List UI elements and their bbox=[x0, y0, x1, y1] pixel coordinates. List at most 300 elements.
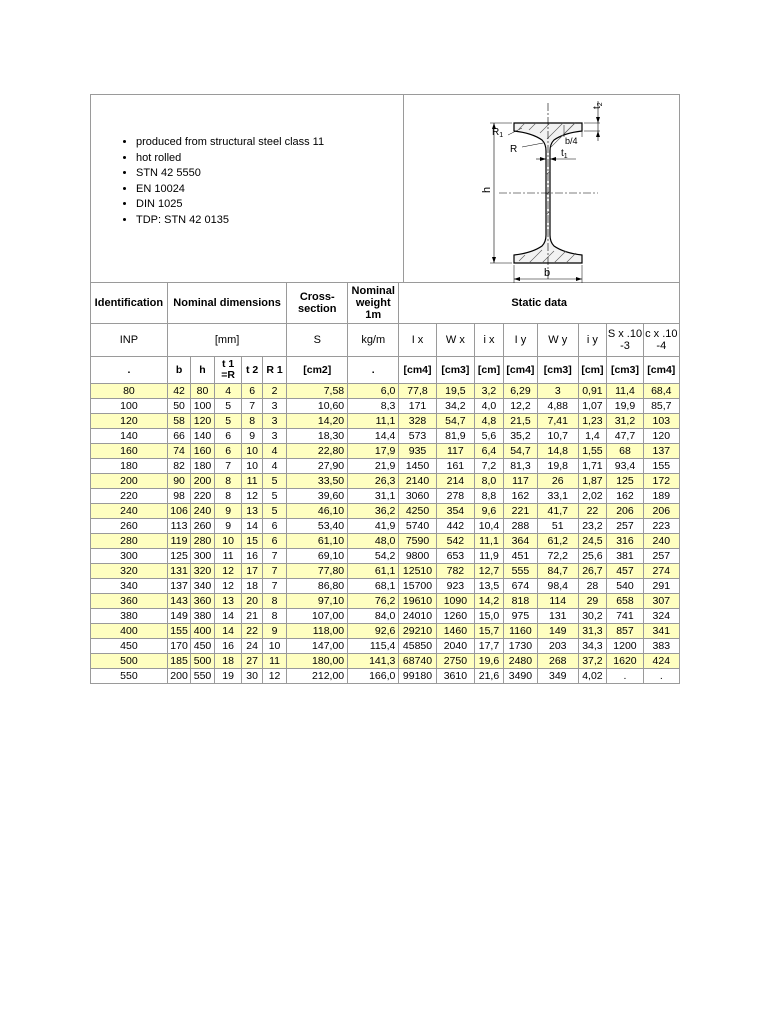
table-cell: 10 bbox=[242, 459, 262, 474]
table-cell: 53,40 bbox=[287, 519, 348, 534]
table-cell: 189 bbox=[643, 489, 679, 504]
table-cell: 18,30 bbox=[287, 429, 348, 444]
table-cell: 16 bbox=[242, 549, 262, 564]
table-cell: 7 bbox=[262, 549, 287, 564]
table-cell: 240 bbox=[91, 504, 168, 519]
unit-cm4-b: [cm4] bbox=[503, 357, 537, 384]
table-cell: 8 bbox=[262, 609, 287, 624]
table-cell: 1730 bbox=[503, 639, 537, 654]
table-cell: 550 bbox=[91, 669, 168, 684]
table-cell: 39,60 bbox=[287, 489, 348, 504]
table-cell: 1620 bbox=[607, 654, 643, 669]
hdr-kgm: kg/m bbox=[348, 324, 399, 357]
table-cell: 1460 bbox=[436, 624, 474, 639]
table-cell: 12 bbox=[214, 579, 242, 594]
table-cell: 341 bbox=[643, 624, 679, 639]
table-cell: 98,4 bbox=[538, 579, 579, 594]
table-cell: . bbox=[643, 669, 679, 684]
label-b: b bbox=[544, 267, 551, 279]
table-cell: 81,9 bbox=[436, 429, 474, 444]
table-cell: 349 bbox=[538, 669, 579, 684]
table-cell: 200 bbox=[167, 669, 190, 684]
table-cell: 2040 bbox=[436, 639, 474, 654]
table-cell: 74 bbox=[167, 444, 190, 459]
i-beam-cross-section-icon bbox=[404, 95, 680, 283]
table-cell: 97,10 bbox=[287, 594, 348, 609]
table-row bbox=[91, 624, 680, 639]
table-cell: 68 bbox=[607, 444, 643, 459]
table-cell: 14,2 bbox=[475, 594, 504, 609]
table-cell: 18 bbox=[242, 579, 262, 594]
table-cell: 450 bbox=[191, 639, 214, 654]
table-cell: 26 bbox=[538, 474, 579, 489]
table-row bbox=[91, 534, 680, 549]
table-cell: 10,4 bbox=[475, 519, 504, 534]
col-identification: Identification bbox=[91, 283, 168, 324]
table-cell: 10 bbox=[262, 639, 287, 654]
table-cell: 103 bbox=[643, 414, 679, 429]
table-cell: 18 bbox=[214, 654, 242, 669]
table-cell: 149 bbox=[538, 624, 579, 639]
table-cell: 117 bbox=[436, 444, 474, 459]
table-cell: 137 bbox=[167, 579, 190, 594]
table-cell: 11,1 bbox=[475, 534, 504, 549]
table-cell: 11,9 bbox=[475, 549, 504, 564]
table-row bbox=[91, 639, 680, 654]
table-cell: 13 bbox=[214, 594, 242, 609]
table-cell: 500 bbox=[191, 654, 214, 669]
table-cell: 107,00 bbox=[287, 609, 348, 624]
table-cell: 923 bbox=[436, 579, 474, 594]
table-cell: 555 bbox=[503, 564, 537, 579]
table-row bbox=[91, 384, 680, 399]
table-cell: 120 bbox=[191, 414, 214, 429]
table-cell: 206 bbox=[607, 504, 643, 519]
table-cell: 7,2 bbox=[475, 459, 504, 474]
unit-b: b bbox=[167, 357, 190, 384]
table-cell: 11,4 bbox=[607, 384, 643, 399]
table-cell: 212,00 bbox=[287, 669, 348, 684]
table-cell: 7 bbox=[242, 399, 262, 414]
feature-item: • hot rolled bbox=[136, 151, 403, 167]
hdr-cx: c x .10 -4 bbox=[643, 324, 679, 357]
table-cell: 260 bbox=[191, 519, 214, 534]
table-cell: 131 bbox=[167, 564, 190, 579]
table-cell: 9 bbox=[214, 504, 242, 519]
table-cell: 1200 bbox=[607, 639, 643, 654]
col-nominal-dimensions: Nominal dimensions bbox=[167, 283, 287, 324]
table-cell: 143 bbox=[167, 594, 190, 609]
table-cell: 92,6 bbox=[348, 624, 399, 639]
col-nominal-weight: Nominal weight 1m bbox=[348, 283, 399, 324]
unit-r1: R 1 bbox=[262, 357, 287, 384]
table-cell: 21,5 bbox=[503, 414, 537, 429]
table-row bbox=[91, 414, 680, 429]
table-cell: 19,5 bbox=[436, 384, 474, 399]
table-cell: 7 bbox=[262, 579, 287, 594]
hdr-wx: W x bbox=[436, 324, 474, 357]
table-cell: 61,2 bbox=[538, 534, 579, 549]
table-cell: 7 bbox=[214, 459, 242, 474]
table-cell: 19,8 bbox=[538, 459, 579, 474]
table-cell: 118,00 bbox=[287, 624, 348, 639]
feature-list-panel bbox=[91, 95, 404, 282]
table-row bbox=[91, 429, 680, 444]
table-cell: 1,55 bbox=[578, 444, 607, 459]
table-cell: 66 bbox=[167, 429, 190, 444]
unit-t1: t 1 =R bbox=[214, 357, 242, 384]
table-cell: 1,23 bbox=[578, 414, 607, 429]
table-cell: 818 bbox=[503, 594, 537, 609]
table-cell: 741 bbox=[607, 609, 643, 624]
table-cell: 15700 bbox=[399, 579, 436, 594]
table-row bbox=[91, 549, 680, 564]
table-cell: 21,6 bbox=[475, 669, 504, 684]
table-cell: 6,0 bbox=[348, 384, 399, 399]
table-cell: 140 bbox=[191, 429, 214, 444]
table-cell: 162 bbox=[503, 489, 537, 504]
table-cell: 106 bbox=[167, 504, 190, 519]
table-cell: 291 bbox=[643, 579, 679, 594]
table-cell: 30 bbox=[242, 669, 262, 684]
unit-cm3-b: [cm3] bbox=[538, 357, 579, 384]
table-cell: 5 bbox=[262, 474, 287, 489]
table-cell: 8 bbox=[214, 489, 242, 504]
table-row bbox=[91, 654, 680, 669]
table-cell: 782 bbox=[436, 564, 474, 579]
table-cell: 221 bbox=[503, 504, 537, 519]
table-cell: 542 bbox=[436, 534, 474, 549]
table-cell: 206 bbox=[643, 504, 679, 519]
table-cell: 280 bbox=[191, 534, 214, 549]
table-cell: 170 bbox=[167, 639, 190, 654]
table-row bbox=[91, 489, 680, 504]
table-cell: 47,7 bbox=[607, 429, 643, 444]
table-cell: 31,3 bbox=[578, 624, 607, 639]
table-cell: 22 bbox=[578, 504, 607, 519]
table-cell: 4,0 bbox=[475, 399, 504, 414]
label-r1: R bbox=[492, 127, 500, 138]
table-row bbox=[91, 459, 680, 474]
table-cell: 6,4 bbox=[475, 444, 504, 459]
table-cell: 9800 bbox=[399, 549, 436, 564]
table-cell: 5,6 bbox=[475, 429, 504, 444]
table-cell: 22,80 bbox=[287, 444, 348, 459]
table-cell: 223 bbox=[643, 519, 679, 534]
table-cell: 84,0 bbox=[348, 609, 399, 624]
table-cell: 203 bbox=[538, 639, 579, 654]
table-cell: 6 bbox=[262, 519, 287, 534]
table-cell: 17,7 bbox=[475, 639, 504, 654]
table-cell: 26,7 bbox=[578, 564, 607, 579]
table-cell: 9 bbox=[242, 429, 262, 444]
feature-item: • TDP: STN 42 0135 bbox=[136, 213, 403, 229]
table-cell: 12510 bbox=[399, 564, 436, 579]
table-cell: 42 bbox=[167, 384, 190, 399]
feature-item: • STN 42 5550 bbox=[136, 166, 403, 182]
table-cell: 400 bbox=[191, 624, 214, 639]
table-cell: 1,87 bbox=[578, 474, 607, 489]
table-cell: 155 bbox=[167, 624, 190, 639]
unit-cm4-c: [cm4] bbox=[643, 357, 679, 384]
table-cell: 50 bbox=[167, 399, 190, 414]
table-cell: 324 bbox=[643, 609, 679, 624]
table-cell: 19 bbox=[214, 669, 242, 684]
table-cell: 34,3 bbox=[578, 639, 607, 654]
table-cell: 10 bbox=[242, 444, 262, 459]
header-panel bbox=[90, 94, 680, 282]
table-cell: 161 bbox=[436, 459, 474, 474]
table-cell: 354 bbox=[436, 504, 474, 519]
table-cell: 7,41 bbox=[538, 414, 579, 429]
table-row bbox=[91, 609, 680, 624]
table-cell: 76,2 bbox=[348, 594, 399, 609]
table-cell: 381 bbox=[607, 549, 643, 564]
table-cell: 4 bbox=[262, 444, 287, 459]
table-cell: 100 bbox=[191, 399, 214, 414]
table-cell: . bbox=[607, 669, 643, 684]
table-cell: 380 bbox=[91, 609, 168, 624]
table-cell: 84,7 bbox=[538, 564, 579, 579]
table-cell: 61,1 bbox=[348, 564, 399, 579]
table-cell: 2,02 bbox=[578, 489, 607, 504]
unit-h: h bbox=[191, 357, 214, 384]
table-cell: 12,2 bbox=[503, 399, 537, 414]
table-cell: 364 bbox=[503, 534, 537, 549]
table-cell: 13,5 bbox=[475, 579, 504, 594]
table-cell: 68,1 bbox=[348, 579, 399, 594]
table-cell: 658 bbox=[607, 594, 643, 609]
table-cell: 46,10 bbox=[287, 504, 348, 519]
table-cell: 15,7 bbox=[475, 624, 504, 639]
table-cell: 12,7 bbox=[475, 564, 504, 579]
unit-cm-a: [cm] bbox=[475, 357, 504, 384]
table-cell: 8 bbox=[242, 414, 262, 429]
table-cell: 200 bbox=[91, 474, 168, 489]
table-cell: 4,88 bbox=[538, 399, 579, 414]
hdr-inp: INP bbox=[91, 324, 168, 357]
table-cell: 0,91 bbox=[578, 384, 607, 399]
table-cell: 8,0 bbox=[475, 474, 504, 489]
table-cell: 166,0 bbox=[348, 669, 399, 684]
table-cell: 220 bbox=[91, 489, 168, 504]
table-cell: 4 bbox=[214, 384, 242, 399]
table-row bbox=[91, 474, 680, 489]
table-cell: 1090 bbox=[436, 594, 474, 609]
table-cell: 7590 bbox=[399, 534, 436, 549]
table-cell: 14,8 bbox=[538, 444, 579, 459]
table-row bbox=[91, 594, 680, 609]
table-cell: 54,2 bbox=[348, 549, 399, 564]
table-cell: 8 bbox=[214, 474, 242, 489]
table-cell: 19,6 bbox=[475, 654, 504, 669]
label-t2: t bbox=[592, 106, 603, 109]
table-cell: 8,3 bbox=[348, 399, 399, 414]
table-cell: 5 bbox=[262, 489, 287, 504]
table-cell: 125 bbox=[167, 549, 190, 564]
table-cell: 320 bbox=[191, 564, 214, 579]
table-cell: 240 bbox=[191, 504, 214, 519]
table-cell: 155 bbox=[643, 459, 679, 474]
table-cell: 35,2 bbox=[503, 429, 537, 444]
label-r1-sub: 1 bbox=[499, 132, 504, 139]
table-cell: 58 bbox=[167, 414, 190, 429]
table-cell: 171 bbox=[399, 399, 436, 414]
table-cell: 328 bbox=[399, 414, 436, 429]
table-cell: 12 bbox=[214, 564, 242, 579]
table-cell: 10 bbox=[214, 534, 242, 549]
table-cell: 3 bbox=[262, 399, 287, 414]
table-cell: 12 bbox=[262, 669, 287, 684]
table-cell: 141,3 bbox=[348, 654, 399, 669]
table-cell: 31,2 bbox=[607, 414, 643, 429]
label-b4: b/4 bbox=[565, 136, 578, 146]
table-cell: 278 bbox=[436, 489, 474, 504]
table-cell: 1,4 bbox=[578, 429, 607, 444]
table-cell: 4250 bbox=[399, 504, 436, 519]
table-row bbox=[91, 669, 680, 684]
table-cell: 274 bbox=[643, 564, 679, 579]
table-cell: 1450 bbox=[399, 459, 436, 474]
table-cell: 29210 bbox=[399, 624, 436, 639]
table-cell: 3060 bbox=[399, 489, 436, 504]
table-cell: 100 bbox=[91, 399, 168, 414]
table-cell: 22 bbox=[242, 624, 262, 639]
table-cell: 268 bbox=[538, 654, 579, 669]
table-row bbox=[91, 564, 680, 579]
col-cross-section: Cross-section bbox=[287, 283, 348, 324]
label-h: h bbox=[481, 186, 493, 193]
table-cell: 14 bbox=[214, 624, 242, 639]
table-cell: 2480 bbox=[503, 654, 537, 669]
table-cell: 11 bbox=[262, 654, 287, 669]
table-cell: 36,2 bbox=[348, 504, 399, 519]
table-cell: 200 bbox=[191, 474, 214, 489]
table-cell: 12 bbox=[242, 489, 262, 504]
table-cell: 81,3 bbox=[503, 459, 537, 474]
table-cell: 288 bbox=[503, 519, 537, 534]
table-cell: 360 bbox=[91, 594, 168, 609]
table-cell: 442 bbox=[436, 519, 474, 534]
table-cell: 214 bbox=[436, 474, 474, 489]
svg-text:t2 bbox=[592, 102, 604, 109]
table-cell: 6 bbox=[242, 384, 262, 399]
label-r: R bbox=[510, 144, 518, 155]
table-cell: 653 bbox=[436, 549, 474, 564]
table-cell: 147,00 bbox=[287, 639, 348, 654]
table-cell: 25,6 bbox=[578, 549, 607, 564]
table-row bbox=[91, 399, 680, 414]
table-cell: 424 bbox=[643, 654, 679, 669]
table-cell: 160 bbox=[91, 444, 168, 459]
header-row-2 bbox=[91, 324, 680, 357]
table-cell: 21,9 bbox=[348, 459, 399, 474]
table-cell: 34,2 bbox=[436, 399, 474, 414]
table-cell: 5 bbox=[214, 414, 242, 429]
table-cell: 8 bbox=[262, 594, 287, 609]
label-t2-sub: 2 bbox=[597, 102, 604, 107]
table-cell: 21 bbox=[242, 609, 262, 624]
unit-cm2: [cm2] bbox=[287, 357, 348, 384]
table-cell: 16 bbox=[214, 639, 242, 654]
table-cell: 72,2 bbox=[538, 549, 579, 564]
table-row bbox=[91, 504, 680, 519]
table-cell: 3 bbox=[262, 429, 287, 444]
table-cell: 550 bbox=[191, 669, 214, 684]
table-cell: 10,60 bbox=[287, 399, 348, 414]
table-cell: 975 bbox=[503, 609, 537, 624]
table-cell: 27,90 bbox=[287, 459, 348, 474]
unit-cm3-c: [cm3] bbox=[607, 357, 643, 384]
unit-dot-1: . bbox=[91, 357, 168, 384]
col-static-data: Static data bbox=[399, 283, 680, 324]
table-cell: 31,1 bbox=[348, 489, 399, 504]
table-cell: 77,80 bbox=[287, 564, 348, 579]
table-cell: 11,1 bbox=[348, 414, 399, 429]
table-cell: 450 bbox=[91, 639, 168, 654]
table-cell: 240 bbox=[643, 534, 679, 549]
table-cell: 24 bbox=[242, 639, 262, 654]
table-cell: 15 bbox=[242, 534, 262, 549]
table-cell: 185 bbox=[167, 654, 190, 669]
svg-text:R1 bbox=[492, 127, 503, 139]
table-cell: 180 bbox=[91, 459, 168, 474]
table-cell: 220 bbox=[191, 489, 214, 504]
table-cell: 383 bbox=[643, 639, 679, 654]
table-cell: 14,4 bbox=[348, 429, 399, 444]
table-cell: 77,8 bbox=[399, 384, 436, 399]
profile-table bbox=[90, 282, 680, 684]
header-row-3 bbox=[91, 357, 680, 384]
table-cell: 162 bbox=[607, 489, 643, 504]
table-cell: 5740 bbox=[399, 519, 436, 534]
table-cell: 400 bbox=[91, 624, 168, 639]
table-cell: 257 bbox=[607, 519, 643, 534]
table-cell: 674 bbox=[503, 579, 537, 594]
hdr-iy-small: i y bbox=[578, 324, 607, 357]
table-cell: 7,58 bbox=[287, 384, 348, 399]
table-cell: 17,9 bbox=[348, 444, 399, 459]
table-cell: 45850 bbox=[399, 639, 436, 654]
hdr-s: S bbox=[287, 324, 348, 357]
table-cell: 3610 bbox=[436, 669, 474, 684]
hdr-wy: W y bbox=[538, 324, 579, 357]
feature-item: • DIN 1025 bbox=[136, 197, 403, 213]
table-cell: 80 bbox=[91, 384, 168, 399]
table-cell: 172 bbox=[643, 474, 679, 489]
table-cell: 540 bbox=[607, 579, 643, 594]
table-cell: 90 bbox=[167, 474, 190, 489]
table-cell: 935 bbox=[399, 444, 436, 459]
table-cell: 380 bbox=[191, 609, 214, 624]
table-cell: 120 bbox=[643, 429, 679, 444]
table-cell: 2 bbox=[262, 384, 287, 399]
table-cell: 120 bbox=[91, 414, 168, 429]
table-cell: 340 bbox=[91, 579, 168, 594]
table-cell: 19,9 bbox=[607, 399, 643, 414]
table-row bbox=[91, 444, 680, 459]
table-cell: 41,9 bbox=[348, 519, 399, 534]
table-cell: 500 bbox=[91, 654, 168, 669]
table-cell: 1160 bbox=[503, 624, 537, 639]
table-row bbox=[91, 519, 680, 534]
hdr-ix-small: i x bbox=[475, 324, 504, 357]
hdr-mm: [mm] bbox=[167, 324, 287, 357]
svg-text:t1 bbox=[561, 148, 568, 160]
table-cell: 1,71 bbox=[578, 459, 607, 474]
table-cell: 27 bbox=[242, 654, 262, 669]
table-cell: 24,5 bbox=[578, 534, 607, 549]
